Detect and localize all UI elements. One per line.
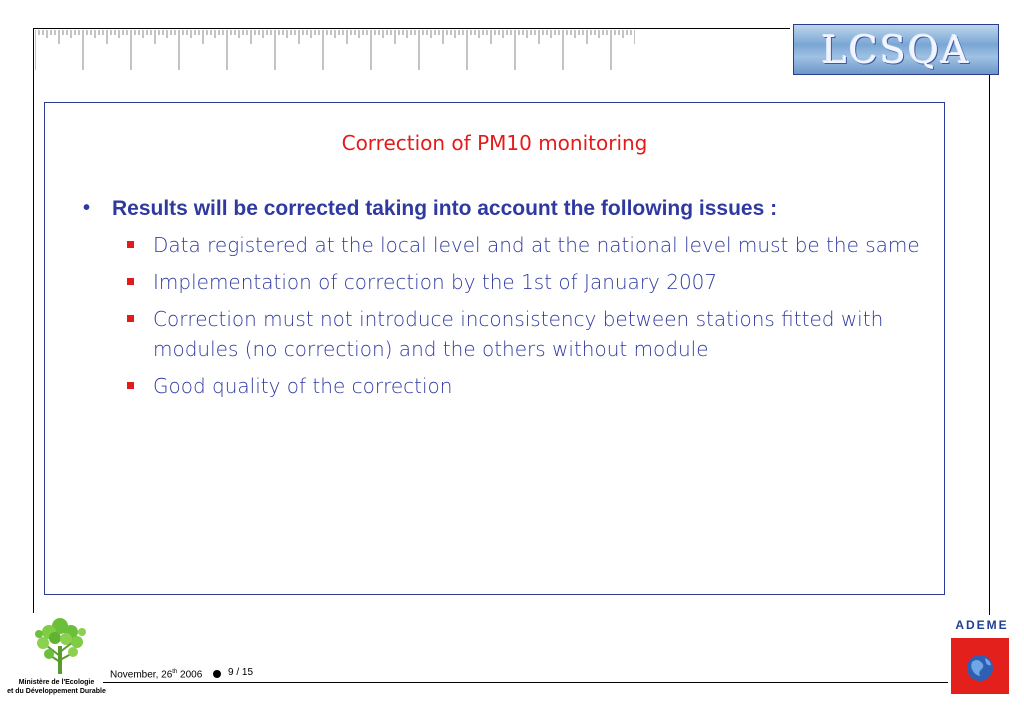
ministry-line-1: Ministère de l'Ecologie xyxy=(18,679,95,686)
sub-bullet-text: Correction must not introduce inconsistency between stations fitted with modules (no correction) and the others without module xyxy=(153,307,884,361)
bullet-dot-icon: • xyxy=(83,197,91,219)
ruler-decoration xyxy=(35,28,635,73)
ademe-label: ADEME xyxy=(955,618,1009,632)
sub-bullet-list xyxy=(125,230,925,408)
square-bullet-icon xyxy=(127,382,134,389)
footer-date xyxy=(110,669,202,680)
square-bullet-icon xyxy=(127,315,134,322)
sub-bullet-item xyxy=(125,230,925,260)
slide-title: Correction of PM10 monitoring xyxy=(341,131,648,155)
page-number: 9 / 15 xyxy=(228,667,254,678)
ademe-logo xyxy=(951,638,1009,694)
main-bullet-text: Results will be corrected taking into account the following issues : xyxy=(112,197,778,220)
lcsqa-logo xyxy=(793,24,999,75)
sub-bullet-item xyxy=(125,371,925,401)
sub-bullet-text: Implementation of correction by the 1st of January 2007 xyxy=(153,270,718,294)
footer-line xyxy=(103,682,948,683)
square-bullet-icon xyxy=(127,241,134,248)
footer-separator-dot xyxy=(213,670,221,678)
slide-content-box xyxy=(44,102,945,595)
frame-left-line xyxy=(33,28,34,613)
globe-icon xyxy=(951,638,1009,694)
sub-bullet-item xyxy=(125,267,925,297)
lcsqa-logo-text: LCSQA xyxy=(821,27,971,72)
ministry-label xyxy=(0,678,113,696)
frame-right-line xyxy=(989,75,990,615)
footer-date-suffix: th xyxy=(172,669,178,675)
sub-bullet-item xyxy=(125,304,925,364)
square-bullet-icon xyxy=(127,278,134,285)
ministry-tree-logo xyxy=(25,612,95,676)
footer-date-prefix: November, 26 xyxy=(110,669,173,681)
sub-bullet-text: Good quality of the correction xyxy=(153,374,453,398)
sub-bullet-text: Data registered at the local level and at the national level must be the same xyxy=(153,233,920,257)
ministry-line-2: et du Développement Durable xyxy=(7,688,106,695)
footer-date-year: 2006 xyxy=(177,669,203,681)
